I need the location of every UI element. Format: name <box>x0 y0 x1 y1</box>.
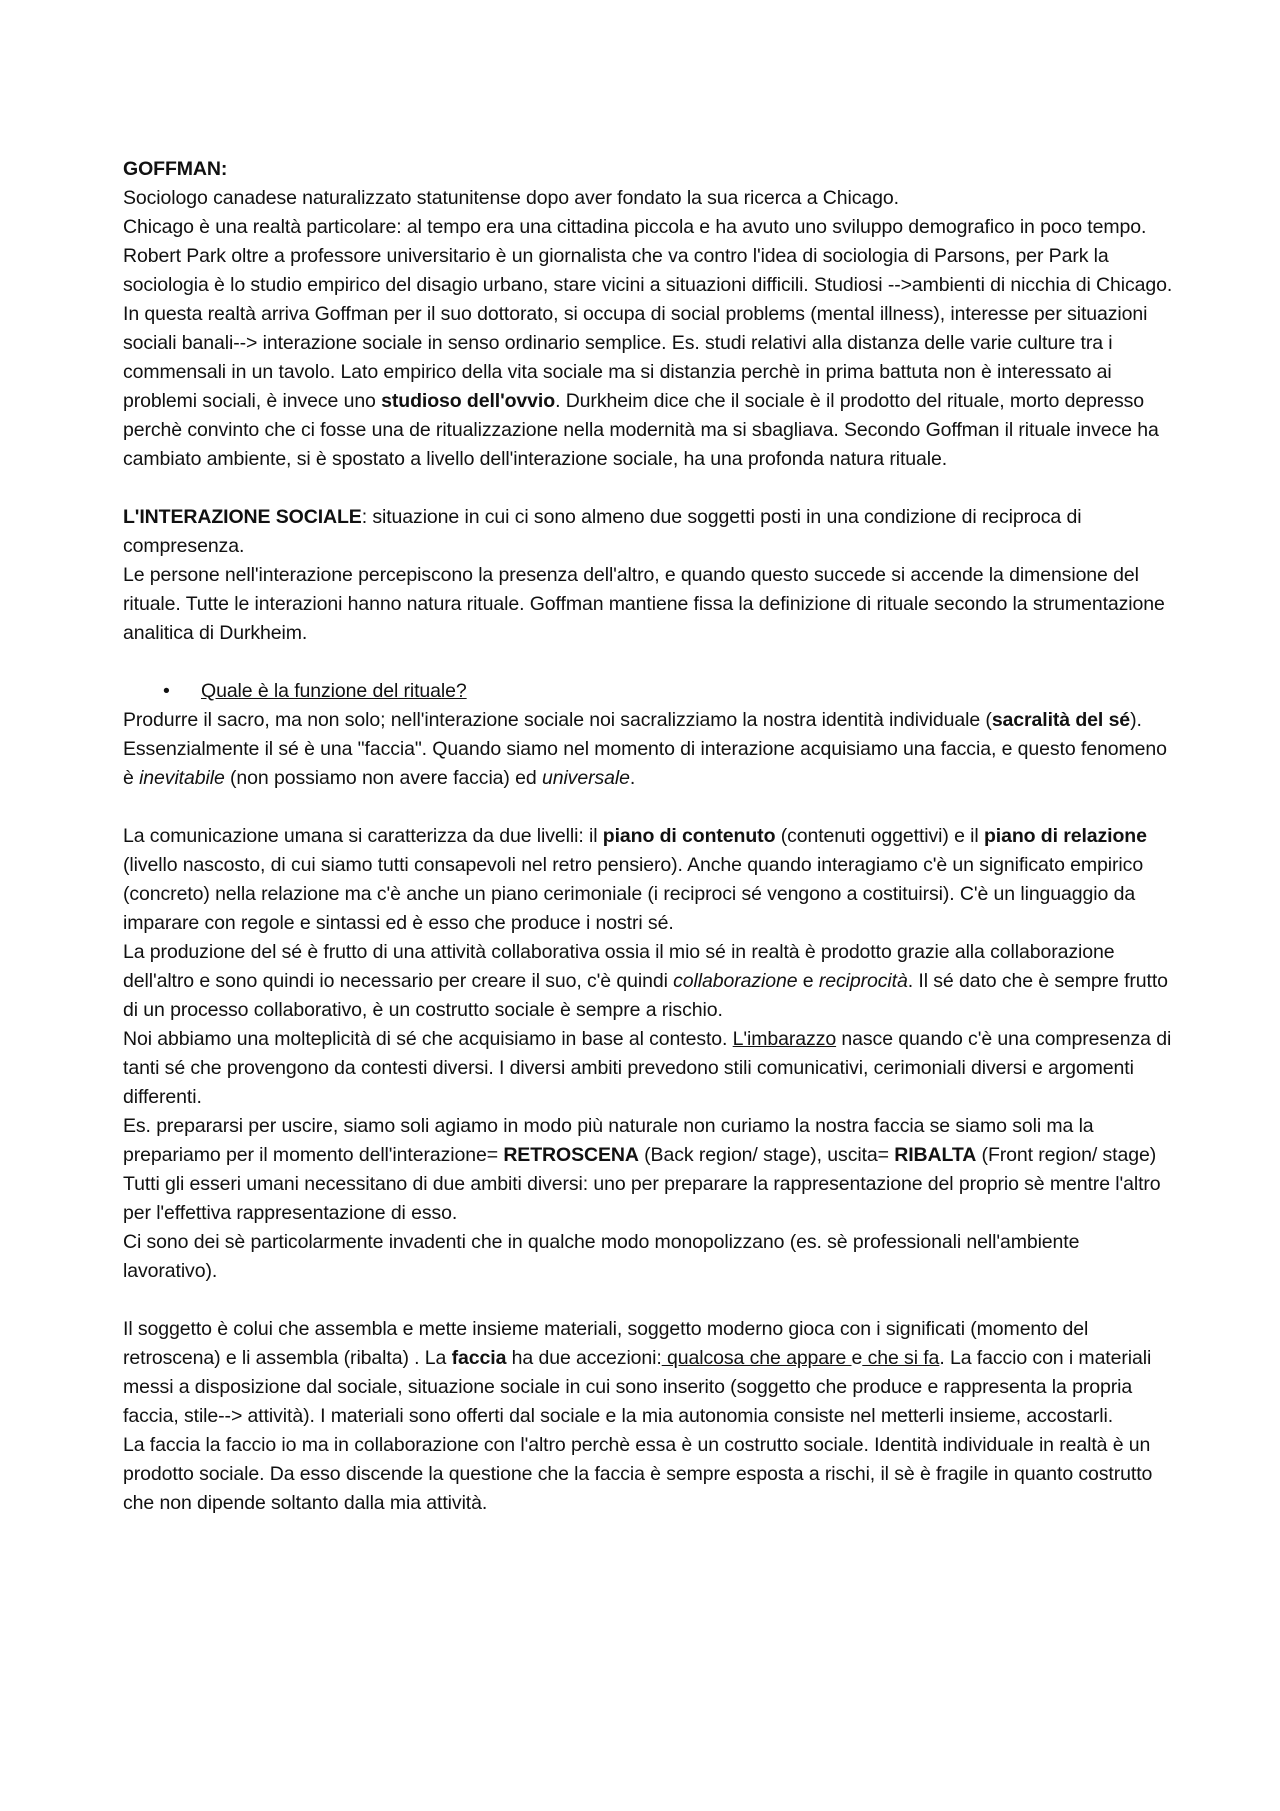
sog-g: . La faccio con i materiali messi a disposizione dal sociale, situazione sociale in cui sono inserito (soggetto che produce e rappresenta la propria faccia, stile--> attività). I materiali sono offerti dal sociale e la mia autonomia consiste nel metterli insieme, accostarli. <box>123 1347 1152 1427</box>
spacer <box>123 474 1173 503</box>
com-e: (livello nascosto, di cui siamo tutti consapevoli nel retro pensiero). Anche quando interagiamo c'è un significato empirico (concreto) nella relazione ma c'è anche un piano cerimoniale (i reciproci sé vengono a costituirsi). C'è un linguaggio da imparare con regole e sintassi ed è esso che produce i nostri sé. <box>123 854 1144 934</box>
collaborazione-paragraph <box>123 938 1173 1025</box>
sog-underline-appare: qualcosa che appare <box>661 1347 852 1369</box>
com-k: Noi abbiamo una molteplicità di sé che acquisiamo in base al contesto. <box>123 1028 733 1050</box>
soggetto-paragraph <box>123 1315 1173 1431</box>
bullet-item <box>123 677 1173 706</box>
com-italic-collaborazione: collaborazione <box>673 970 798 992</box>
document-page <box>123 155 1173 1518</box>
intro-text-a: Chicago è una realtà particolare: al tempo era una cittadina piccola e ha avuto uno sviluppo demografico in poco tempo. Robert Park oltre a professore universitario è un giornalista che va contro l'idea di sociologia di Parsons, per Park la sociologia è lo studio empirico del disagio urbano, stare vicini a situazioni difficili. Studiosi -->ambienti di nicchia di Chicago. In questa realtà arriva Goffman per il suo dottorato, si occupa di social problems (mental illness), interesse per situazioni sociali banali--> interazione sociale in senso ordinario semplice. Es. studi relativi alla distanza delle varie culture tra i commensali in un tavolo. Lato empirico della vita sociale ma si distanzia perchè in prima battuta non è interessato ai problemi sociali, è invece uno <box>123 216 1173 412</box>
interazione-definition <box>123 503 1173 561</box>
com-italic-reciprocita: reciprocità <box>818 970 908 992</box>
funzione-e: (non possiamo non avere faccia) ed <box>224 767 542 789</box>
interazione-paragraph: Le persone nell'interazione percepiscono la presenza dell'altro, e quando questo succede si accende la dimensione del rituale. Tutte le interazioni hanno natura rituale. Goffman mantiene fissa la definizione di rituale secondo la strumentazione analitica di Durkheim. <box>123 564 1165 644</box>
comunicazione-paragraph <box>123 822 1173 938</box>
bullet-question: Quale è la funzione del rituale? <box>201 680 467 702</box>
com-bold-relazione: piano di relazione <box>983 825 1147 847</box>
spacer <box>123 1286 1173 1315</box>
intro-paragraph <box>123 213 1173 474</box>
intro-text-b: . Durkheim dice che il sociale è il prodotto del rituale, morto depresso perchè convinto che ci fosse una de ritualizzazione nella modernità ma si sbagliava. Secondo Goffman il rituale invece ha cambiato ambiente, si è spostato a livello dell'interazione sociale, ha una profonda natura rituale. <box>123 390 1159 470</box>
com-c: (contenuti oggettivi) e il <box>775 825 984 847</box>
interazione-def-text: : situazione in cui ci sono almeno due soggetti posti in una condizione di reciproca di compresenza. <box>123 506 1082 557</box>
funzione-c: ). Essenzialmente il sé è una "faccia". Quando siamo nel momento di interazione acquisiamo una faccia, e questo fenomeno è <box>123 709 1167 789</box>
faccia-paragraph: La faccia la faccio io ma in collaborazione con l'altro perchè essa è un costrutto sociale. Identità individuale in realtà è un prodotto sociale. Da esso discende la questione che la faccia è sempre esposta a rischi, il sè è fragile in quanto costrutto che non dipende soltanto dalla mia attività. <box>123 1434 1153 1514</box>
sog-a: Il soggetto è colui che assembla e mette insieme materiali, soggetto moderno gioca con i significati (momento del retroscena) e li assembla (ribalta) . La <box>123 1318 1089 1369</box>
invadenti-paragraph: Ci sono dei sè particolarmente invadenti che in qualche modo monopolizzano (es. sè professionali nell'ambiente lavorativo). <box>123 1231 1080 1282</box>
com-n: Es. prepararsi per uscire, siamo soli agiamo in modo più naturale non curiamo la nostra faccia se siamo soli ma la prepariamo per il momento dell'interazione= <box>123 1115 1094 1166</box>
sog-bold-faccia: faccia <box>451 1347 507 1369</box>
sog-e: e <box>851 1347 863 1369</box>
funzione-a: Produrre il sacro, ma non solo; nell'interazione sociale noi sacralizziamo la nostra identità individuale ( <box>123 709 992 731</box>
imbarazzo-paragraph <box>123 1025 1173 1112</box>
com-m: nasce quando c'è una compresenza di tanti sé che provengono da contesti diversi. I diversi ambiti prevedono stili comunicativi, cerimoniali diversi e argomenti differenti. <box>123 1028 1172 1108</box>
intro-line-1: Sociologo canadese naturalizzato statunitense dopo aver fondato la sua ricerca a Chicago. <box>123 187 899 209</box>
spacer <box>123 793 1173 822</box>
spacer <box>123 648 1173 677</box>
sog-underline-fa: che si fa <box>862 1347 940 1369</box>
document-title: GOFFMAN: <box>123 158 228 180</box>
com-r: (Front region/ stage) <box>976 1144 1157 1166</box>
com-bold-ribalta: RIBALTA <box>894 1144 977 1166</box>
bullet-dot-icon: • <box>163 680 170 702</box>
funzione-italic-universale: universale <box>541 767 630 789</box>
com-bold-retroscena: RETROSCENA <box>503 1144 639 1166</box>
ambiti-paragraph: Tutti gli esseri umani necessitano di due ambiti diversi: uno per preparare la rappresentazione del proprio sè mentre l'altro per l'effettiva rappresentazione di esso. <box>123 1173 1161 1224</box>
interazione-term: L'INTERAZIONE SOCIALE <box>123 506 362 528</box>
funzione-bold-sacralita: sacralità del sé <box>991 709 1131 731</box>
com-j: . Il sé dato che è sempre frutto di un processo collaborativo, è un costrutto sociale è sempre a rischio. <box>123 970 1168 1021</box>
com-f: La produzione del sé è frutto di una attività collaborativa ossia il mio sé in realtà è prodotto grazie alla collaborazione dell'altro e sono quindi io necessario per creare il suo, c'è quindi <box>123 941 1115 992</box>
funzione-italic-inevitabile: inevitabile <box>139 767 225 789</box>
funzione-g: . <box>629 767 636 789</box>
com-bold-contenuto: piano di contenuto <box>602 825 776 847</box>
com-h: e <box>797 970 819 992</box>
intro-bold-studioso: studioso dell'ovvio <box>381 390 556 412</box>
retroscena-paragraph <box>123 1112 1173 1170</box>
com-a: La comunicazione umana si caratterizza da due livelli: il <box>123 825 603 847</box>
com-p: (Back region/ stage), uscita= <box>638 1144 895 1166</box>
com-underline-imbarazzo: L'imbarazzo <box>732 1028 837 1050</box>
sog-c: ha due accezioni: <box>506 1347 662 1369</box>
funzione-paragraph <box>123 706 1173 793</box>
